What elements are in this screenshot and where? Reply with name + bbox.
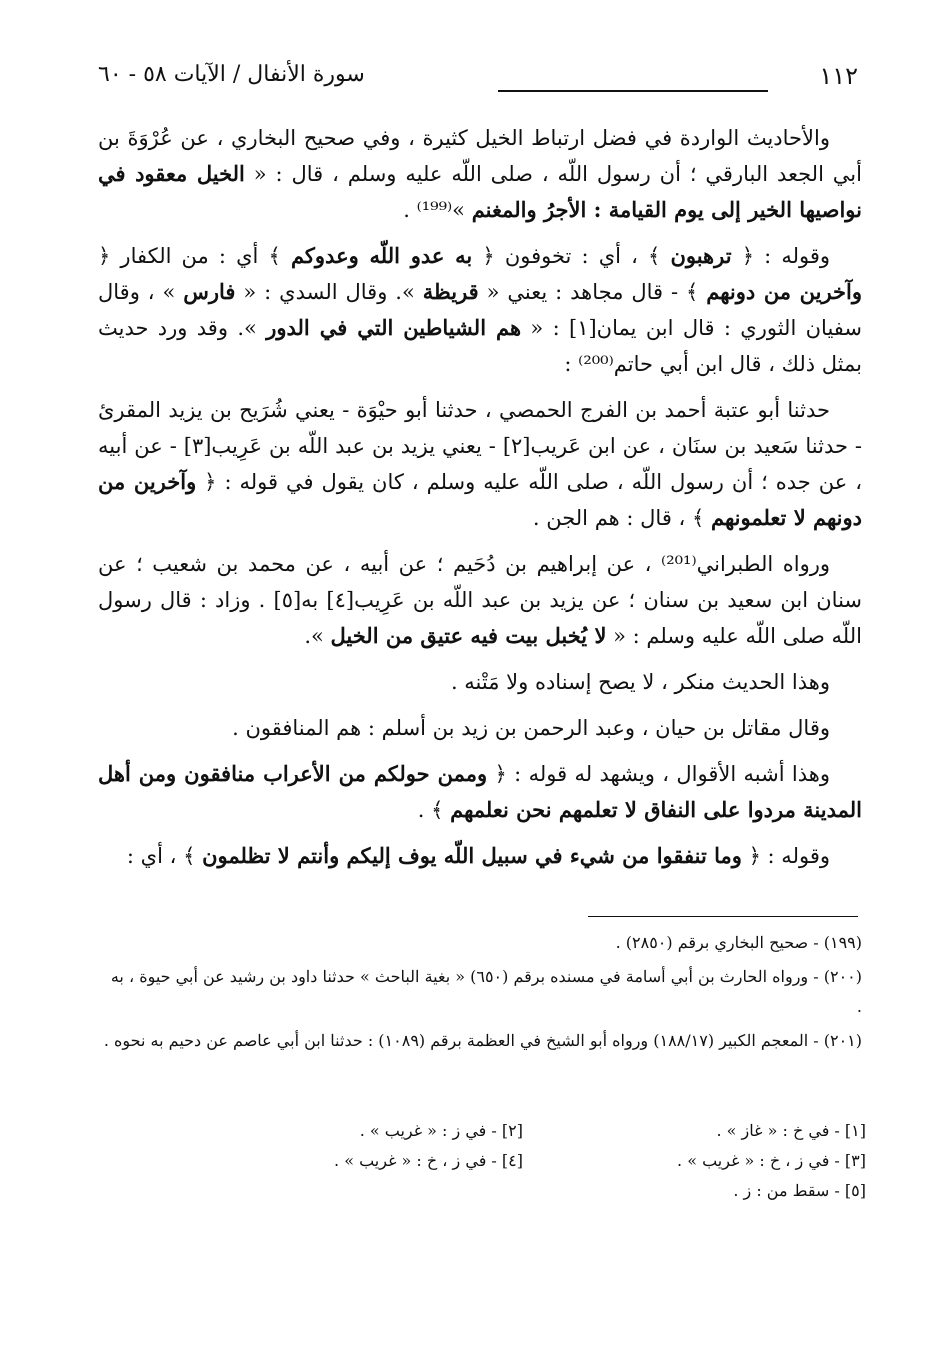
- paragraph: والأحاديث الواردة في فضل ارتباط الخيل كثيرة ، وفي صحيح البخاري ، عن عُرْوَةَ بن أبي الجعد البارقي ؛ أن رسول اللّه ، صلى اللّه عليه وسلم ، قال : « الخيل معقود في نواصيها الخير إلى يوم القيامة : الأجرُ والمغنم »⁽¹⁹⁹⁾ .: [98, 126, 862, 222]
- variant-notes: [180, 1116, 866, 1206]
- variant-row: [180, 1176, 866, 1206]
- header-rule: [498, 90, 768, 92]
- variant-note: [٢] - في ز : « غريب » .: [359, 1121, 523, 1140]
- variant-note: [٥] - سقط من : ز .: [733, 1181, 866, 1200]
- paragraph: وقال مقاتل بن حيان ، وعبد الرحمن بن زيد بن أسلم : هم المنافقون .: [232, 716, 830, 740]
- variant-note: [١] - في خ : « غاز » .: [716, 1121, 866, 1140]
- page-number: ١١٢: [819, 62, 858, 90]
- paragraph: وهذا الحديث منكر ، لا يصح إسناده ولا مَتْنه .: [450, 670, 830, 694]
- surah-title: سورة الأنفال / الآيات ٥٨ - ٦٠: [98, 62, 365, 87]
- variant-note: [٤] - في ز ، خ : « غريب » .: [334, 1151, 523, 1170]
- variant-note: [٣] - في ز ، خ : « غريب » .: [677, 1151, 866, 1170]
- variant-row: [180, 1116, 866, 1146]
- paragraph: حدثنا أبو عتبة أحمد بن الفرج الحمصي ، حدثنا أبو حيْوَة - يعني شُرَيح بن يزيد المقرئ - حدثنا سَعيد بن سنَان ، عن ابن عَريب[٢] - يعني يزيد بن عبد اللّه بن عَرِيب[٣] - عن أبيه ، عن جده ؛ أن رسول اللّه ، صلى اللّه عليه وسلم ، كان يقول في قوله : ﴿ وآخرين من دونهم لا تعلمونهم ﴾ ، قال : هم الجن .: [98, 398, 862, 530]
- main-text: [98, 120, 862, 884]
- footnotes: [102, 928, 862, 1060]
- footnote: (٢٠٠) - ورواه الحارث بن أبي أسامة في مسنده برقم (٦٥٠) « بغية الباحث » حدثنا داود بن رشيد عن أبي حيوة ، به .: [110, 967, 862, 1016]
- variant-row: [180, 1146, 866, 1176]
- paragraph: وهذا أشبه الأقوال ، ويشهد له قوله : ﴿ وممن حولكم من الأعراب منافقون ومن أهل المدينة مردوا على النفاق لا تعلمهم نحن نعلمهم ﴾ .: [98, 761, 862, 822]
- paragraph: ورواه الطبراني⁽²⁰¹⁾ ، عن إبراهيم بن دُحَيم ؛ عن أبيه ، عن محمد بن شعيب ؛ عن سنان ابن سعيد بن سنان ؛ عن يزيد بن عبد اللّه بن عَرِيب[٤] به[٥] . وزاد : قال رسول اللّه صلى اللّه عليه وسلم : « لا يُخبل بيت فيه عتيق من الخيل ».: [98, 552, 862, 648]
- footnote: (٢٠١) - المعجم الكبير (١٨٨/١٧) ورواه أبو الشيخ في العظمة برقم (١٠٨٩) : حدثنا ابن أبي عاصم عن دحيم به نحوه .: [103, 1031, 862, 1050]
- footnote: (١٩٩) - صحيح البخاري برقم (٢٨٥٠) .: [615, 933, 862, 952]
- footnote-separator: [588, 916, 858, 917]
- page-header: [98, 62, 858, 96]
- paragraph: وقوله : ﴿ وما تنفقوا من شيء في سبيل اللّه يوف إليكم وأنتم لا تظلمون ﴾ ، أي :: [126, 843, 830, 868]
- paragraph: وقوله : ﴿ ترهبون ﴾ ، أي : تخوفون ﴿ به عدو اللّه وعدوكم ﴾ أي : من الكفار ﴿ وآخرين من دونهم ﴾ - قال مجاهد : يعني « قريظة ». وقال السدي : « فارس » ، وقال سفيان الثوري : قال ابن يمان[١] : « هم الشياطين التي في الدور ». وقد ورد حديث بمثل ذلك ، قال ابن أبي حاتم⁽²⁰⁰⁾ :: [98, 243, 862, 376]
